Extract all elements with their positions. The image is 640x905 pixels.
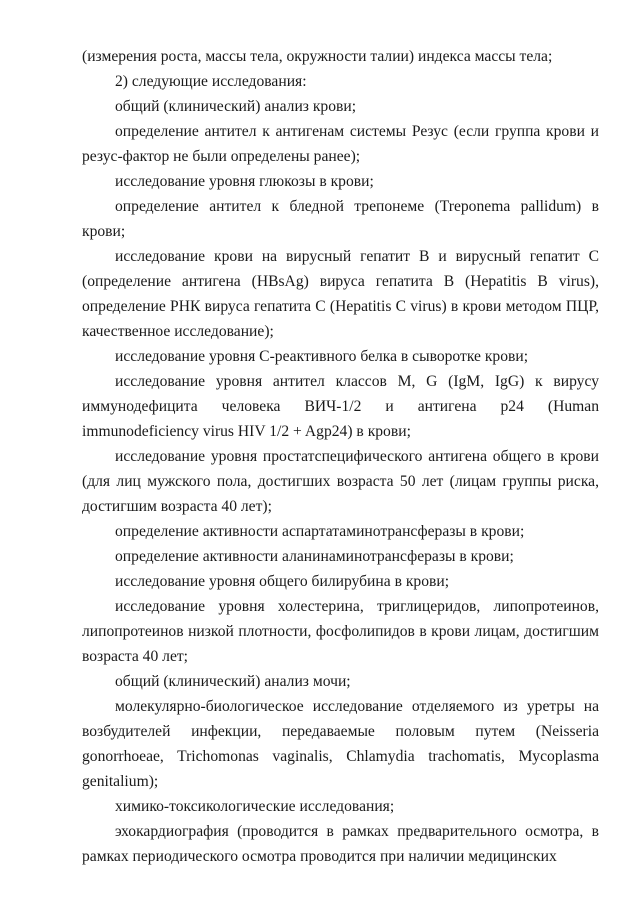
paragraph: молекулярно-биологическое исследование отделяемого из уретры на возбудителей инфекции, передаваемые половым путем (Neisseria gonorrhoeae, Trichomonas vaginalis, Chlamydia trachomatis, Mycoplasma genitalium);: [82, 698, 599, 790]
paragraph: исследование уровня глюкозы в крови;: [115, 173, 374, 190]
paragraph: эхокардиография (проводится в рамках предварительного осмотра, в рамках периодического осмотра проводится при наличии медицинских: [82, 823, 599, 865]
paragraph: общий (клинический) анализ крови;: [115, 98, 357, 115]
paragraph: исследование уровня холестерина, триглицеридов, липопротеинов, липопротеинов низкой плотности, фосфолипидов в крови лицам, достигшим возраста 40 лет;: [82, 598, 599, 665]
paragraph: определение антител к бледной трепонеме (Treponema pallidum) в крови;: [82, 198, 599, 240]
paragraph: определение активности аланинаминотрансферазы в крови;: [115, 548, 514, 565]
paragraph: исследование уровня общего билирубина в крови;: [115, 573, 450, 590]
paragraph: (измерения роста, массы тела, окружности талии) индекса массы тела;: [82, 48, 553, 65]
paragraph: исследование уровня С-реактивного белка в сыворотке крови;: [115, 348, 529, 365]
paragraph: определение антител к антигенам системы Резус (если группа крови и резус-фактор не были определены ранее);: [82, 123, 599, 165]
paragraph: исследование уровня простатспецифического антигена общего в крови (для лиц мужского пола, достигших возраста 50 лет (лицам группы риска, достигшим возраста 40 лет);: [82, 448, 599, 515]
paragraph: общий (клинический) анализ мочи;: [115, 673, 351, 690]
paragraph: 2) следующие исследования:: [115, 73, 307, 90]
document-body: [82, 44, 599, 869]
paragraph: определение активности аспартатаминотрансферазы в крови;: [115, 523, 525, 540]
paragraph: исследование уровня антител классов M, G (IgM, IgG) к вирусу иммунодефицита человека ВИЧ-1/2 и антигена p24 (Human immunodeficiency virus HIV 1/2 + Agp24) в крови;: [82, 373, 599, 440]
paragraph: исследование крови на вирусный гепатит B и вирусный гепатит C (определение антигена (HBsAg) вируса гепатита B (Hepatitis B virus), определение РНК вируса гепатита C (Hepatitis C virus) в крови методом ПЦР, качественное исследование);: [82, 248, 599, 340]
paragraph: химико-токсикологические исследования;: [115, 798, 395, 815]
